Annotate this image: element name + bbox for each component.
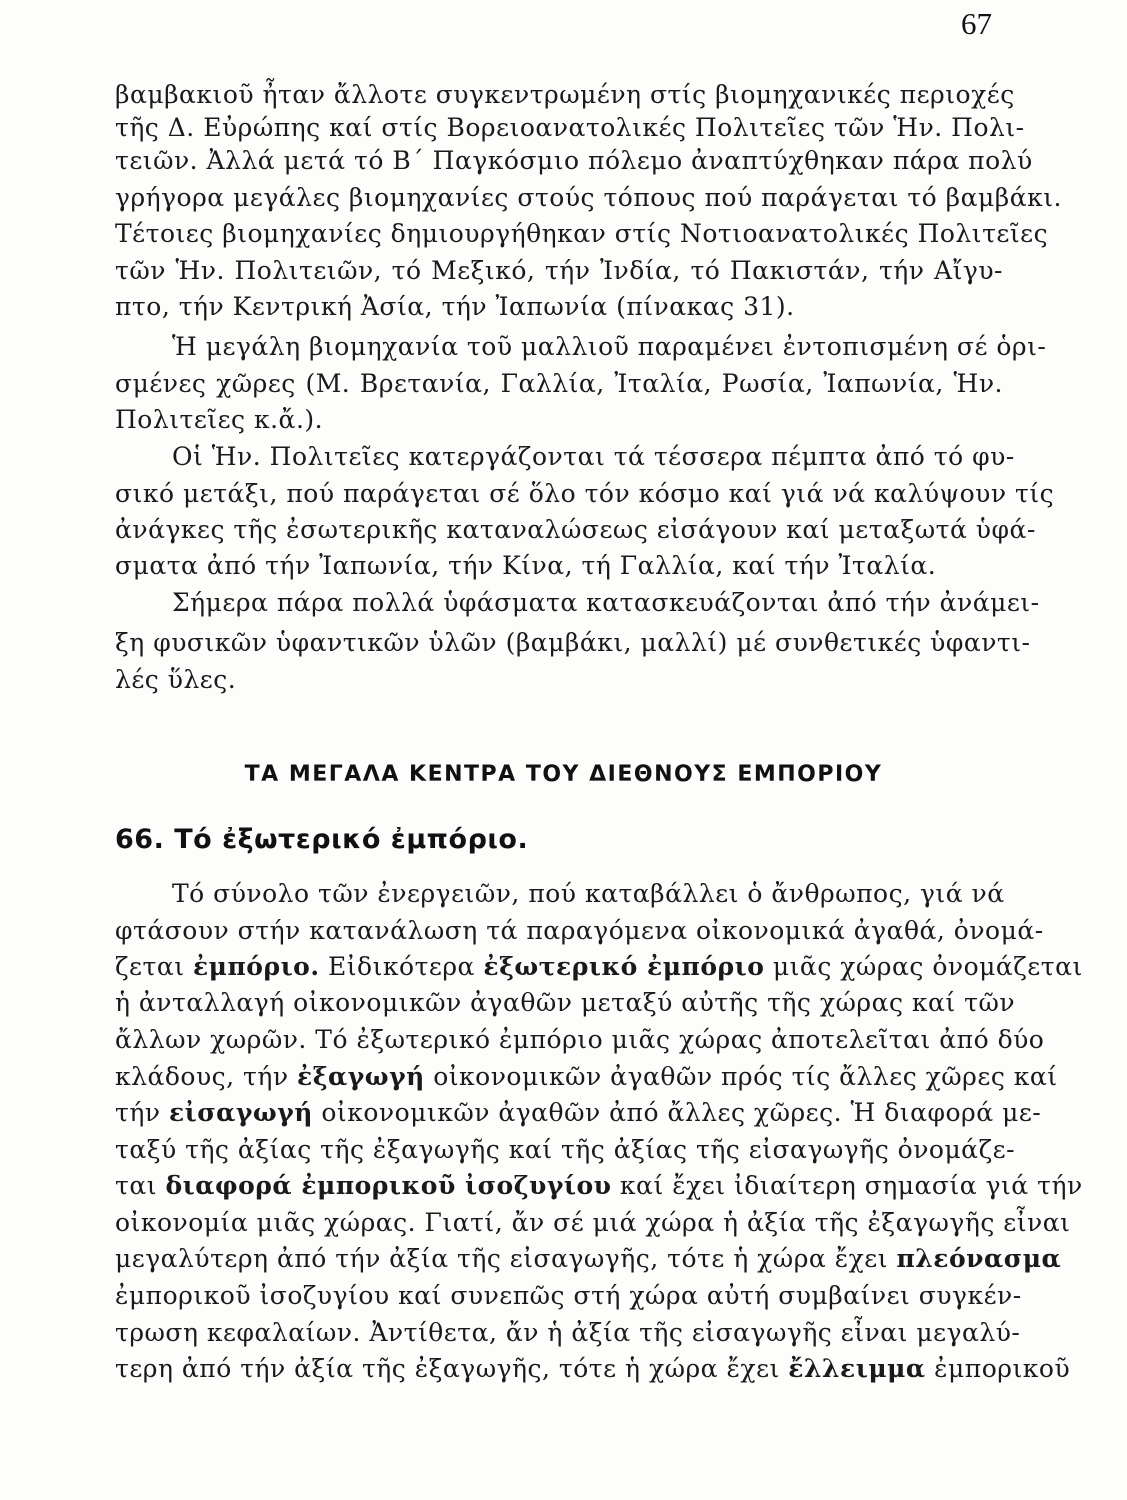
text-line: Σήμερα πάρα πολλά ὑφάσματα κατασκευάζονται ἀπό τήν ἀνάμει- — [172, 588, 1040, 617]
text-line: Οἱ Ἡν. Πολιτεῖες κατεργάζονται τά τέσσερα πέμπτα ἀπό τό φυ- — [172, 442, 1015, 471]
term-bold: πλεόνασμα — [896, 1244, 1062, 1273]
text-line: σικό μετάξι, πού παράγεται σέ ὅλο τόν κόσμο καί γιά νά καλύψουν τίς — [115, 479, 1055, 508]
text-line: βαμβακιοῦ ἦταν ἄλλοτε συγκεντρωμένη στίς βιομηχανικές περιοχές — [115, 80, 1015, 109]
text-line: πτο, τήν Κεντρική Ἀσία, τήν Ἰαπωνία (πίνακας 31). — [115, 292, 795, 321]
term-bold: ἔλλειμμα — [788, 1354, 926, 1383]
text-line: σματα ἀπό τήν Ἰαπωνία, τήν Κίνα, τή Γαλλία, καί τήν Ἰταλία. — [115, 551, 937, 580]
section-title: ΤΑ ΜΕΓΑΛΑ ΚΕΝΤΡΑ ΤΟΥ ΔΙΕΘΝΟΥΣ ΕΜΠΟΡΙΟΥ — [244, 762, 883, 787]
text-line: ἀνάγκες τῆς ἐσωτερικῆς καταναλώσεως εἰσάγουν καί μεταξωτά ὑφά- — [115, 515, 1036, 544]
term-bold: εἰσαγωγή — [168, 1098, 313, 1127]
text-line: λές ὕλες. — [115, 665, 237, 694]
text-line: ἡ ἀνταλλαγή οἰκονομικῶν ἀγαθῶν μεταξύ αὐτῆς τῆς χώρας καί τῶν — [115, 988, 1016, 1017]
text-line: ἄλλων χωρῶν. Τό ἐξωτερικό ἐμπόριο μιᾶς χώρας ἀποτελεῖται ἀπό δύο — [115, 1025, 1045, 1054]
text-line: Ἡ μεγάλη βιομηχανία τοῦ μαλλιοῦ παραμένει ἐντοπισμένη σέ ὁρι- — [172, 332, 1047, 361]
chapter-heading: 66. Τό ἐξωτερικό ἐμπόριο. — [115, 824, 529, 855]
term-bold: ἐξαγωγή — [297, 1062, 425, 1091]
text-line: μεγαλύτερη ἀπό τήν ἀξία τῆς εἰσαγωγῆς, τότε ἡ χώρα ἔχει πλεόνασμα — [115, 1244, 1062, 1273]
text-line: ἐμπορικοῦ ἰσοζυγίου καί συνεπῶς στή χώρα αὐτή συμβαίνει συγκέν- — [115, 1281, 1022, 1310]
text-line: γρήγορα μεγάλες βιομηχανίες στούς τόπους πού παράγεται τό βαμβάκι. — [115, 183, 1062, 212]
text-line: οἰκονομία μιᾶς χώρας. Γιατί, ἄν σέ μιά χώρα ἡ ἀξία τῆς ἐξαγωγῆς εἶναι — [115, 1208, 1071, 1237]
term-bold: ἐξωτερικό ἐμπόριο — [483, 952, 765, 981]
text-line: ταξύ τῆς ἀξίας τῆς ἐξαγωγῆς καί τῆς ἀξίας τῆς εἰσαγωγῆς ὀνομάζε- — [115, 1135, 1016, 1164]
text-line: φτάσουν στήν κατανάλωση τά παραγόμενα οἰκονομικά ἀγαθά, ὀνομά- — [115, 916, 1044, 945]
term-bold: ἐμπόριο. — [192, 952, 320, 981]
text-line: τρωση κεφαλαίων. Ἀντίθετα, ἄν ἡ ἀξία τῆς εἰσαγωγῆς εἶναι μεγαλύ- — [115, 1318, 1021, 1347]
text-line: ται διαφορά ἐμπορικοῦ ἰσοζυγίου καί ἔχει ἰδιαίτερη σημασία γιά τήν — [115, 1171, 1083, 1200]
text-line: σμένες χῶρες (Μ. Βρετανία, Γαλλία, Ἰταλία, Ρωσία, Ἰαπωνία, Ἡν. — [115, 369, 1003, 398]
text-line: Πολιτεῖες κ.ἄ.). — [115, 405, 324, 434]
text-line: ζεται ἐμπόριο. Εἰδικότερα ἐξωτερικό ἐμπόριο μιᾶς χώρας ὀνομάζεται — [115, 952, 1083, 981]
page-number: 67 — [961, 6, 992, 41]
text-line: Τό σύνολο τῶν ἐνεργειῶν, πού καταβάλλει ὁ ἄνθρωπος, γιά νά — [172, 879, 1005, 908]
text-line: κλάδους, τήν ἐξαγωγή οἰκονομικῶν ἀγαθῶν πρός τίς ἄλλες χῶρες καί — [115, 1062, 1058, 1091]
text-line: τῆς Δ. Εὐρώπης καί στίς Βορειοανατολικές Πολιτεῖες τῶν Ἡν. Πολι- — [115, 113, 1025, 142]
text-line: ξη φυσικῶν ὑφαντικῶν ὑλῶν (βαμβάκι, μαλλί) μέ συνθετικές ὑφαντι- — [115, 628, 1031, 657]
term-bold: διαφορά ἐμπορικοῦ ἰσοζυγίου — [165, 1171, 612, 1200]
text-line: τερη ἀπό τήν ἀξία τῆς ἐξαγωγῆς, τότε ἡ χώρα ἔχει ἔλλειμμα ἐμπορικοῦ — [115, 1354, 1071, 1383]
text-line: τῶν Ἡν. Πολιτειῶν, τό Μεξικό, τήν Ἰνδία, τό Πακιστάν, τήν Αἴγυ- — [115, 256, 1003, 285]
text-line: Τέτοιες βιομηχανίες δημιουργήθηκαν στίς Νοτιοανατολικές Πολιτεῖες — [115, 219, 1049, 248]
text-line: τειῶν. Ἀλλά μετά τό Β΄ Παγκόσμιο πόλεμο ἀναπτύχθηκαν πάρα πολύ — [115, 146, 1033, 175]
text-line: τήν εἰσαγωγή οἰκονομικῶν ἀγαθῶν ἀπό ἄλλες χῶρες. Ἡ διαφορά με- — [115, 1098, 1042, 1127]
